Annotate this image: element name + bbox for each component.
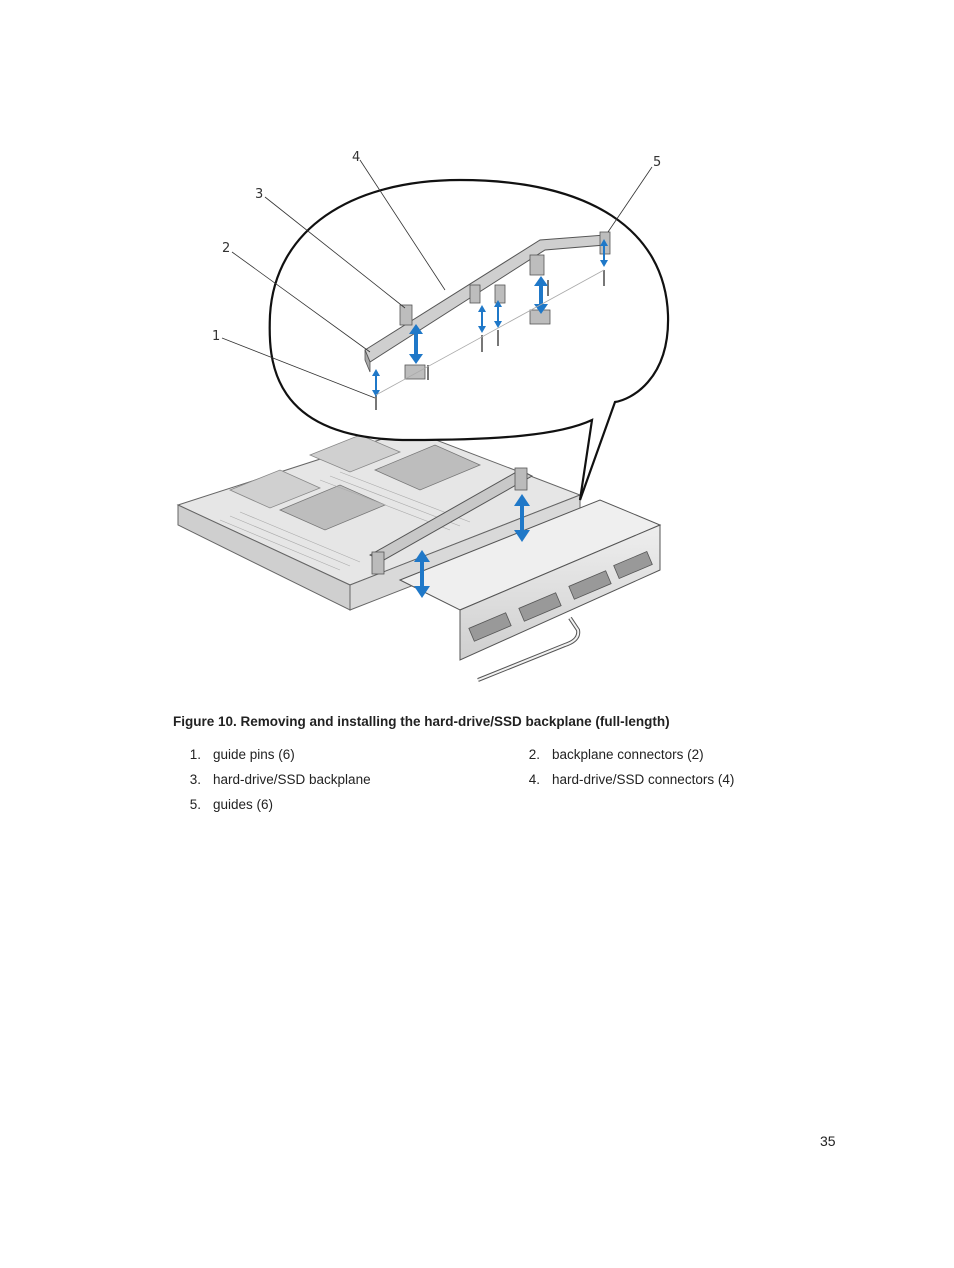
backplane-diagram xyxy=(160,140,680,700)
legend-text: hard-drive/SSD backplane xyxy=(213,772,371,787)
legend-text: guides (6) xyxy=(213,797,274,812)
legend-text: hard-drive/SSD connectors (4) xyxy=(552,772,735,787)
legend-number: 2. xyxy=(528,747,540,762)
legend-number: 5. xyxy=(189,797,201,812)
figure-caption: Figure 10. Removing and installing the hard-drive/SSD backplane (full-length) xyxy=(173,714,670,729)
legend-text: backplane connectors (2) xyxy=(552,747,704,762)
legend-item xyxy=(512,747,704,762)
legend-number: 3. xyxy=(189,772,201,787)
callout-4: 4 xyxy=(352,150,361,165)
callout-2: 2 xyxy=(222,241,231,256)
legend-number: 1. xyxy=(189,747,201,762)
callout-3: 3 xyxy=(255,187,264,202)
callout-1: 1 xyxy=(212,329,221,344)
backplane-illustration xyxy=(160,140,680,700)
legend-item xyxy=(512,772,734,787)
legend-item xyxy=(173,747,295,762)
page-number: 35 xyxy=(820,1133,836,1149)
legend-item xyxy=(173,772,371,787)
legend-item xyxy=(173,797,273,812)
callout-5: 5 xyxy=(653,155,662,170)
legend-number: 4. xyxy=(528,772,540,787)
legend-text: guide pins (6) xyxy=(213,747,295,762)
